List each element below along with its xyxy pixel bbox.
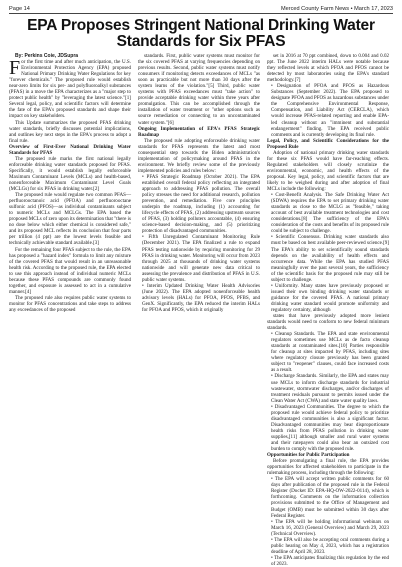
paragraph: The proposed rule adopting enforceable drinking water standards for PFAS represents the latest and most consequential step towards the Biden administration's implementation of policymaking around PFAS in the environment. We briefly review some of the previously implemented policies and rules below:: [138, 137, 260, 174]
section-subhead: Overview of First-Ever National Drinking Water Standards for PFAS: [9, 143, 131, 156]
paragraph: Adoption of national primary drinking water standards for these six PFAS would have far-reaching effects. Regulated stakeholders will closely scrutinize the environmental, economic, and health effects of the proposal. Key legal, policy, and scientific factors that are likely to be weighed during and after adoption of final MCLs include the following:: [267, 149, 389, 193]
bullet-paragraph: • The EPA will accept written public comments for 60 days after publication of the proposed rule in the Federal Register (Docket ID: EPA-HQ-OW-2022-0114), which is forthcoming. Comments on the information collection provisions submitted to the Office of Management and Budget (OMB) must be submitted within 30 days after Federal Register.: [271, 476, 389, 519]
bullet-paragraph: • PFAS Strategic Roadmap (October 2021). The EPA established overall federal policy reflecting an integrated approach to addressing PFAS pollution. The overall policy stresses the need for additional research, pollution prevention, and remediation. Five core principles underpin the roadmap, including (1) accounting for lifecycle effects of PFAS, (2) addressing upstream sources of PFAS, (3) holding polluters accountable, (4) ensuring science-based decision-making, and (5) prioritizing protection of disadvantaged communities.: [142, 173, 260, 235]
section-subhead: Ongoing Implementation of EPA's PFAS Strategic Roadmap: [138, 125, 260, 138]
paragraph: The proposed rule marks the first national legally enforceable drinking water standards proposed for PFAS. Specifically, it would establish legally enforceable Maximum Contaminant Levels (MCLs) and health-based, nonenforceable Maximum Contaminant Level Goals (MCLGs) for six PFAS in drinking water.[2]: [9, 155, 131, 193]
bullet-paragraph: • Disadvantaged Communities. The degree to which the proposed rule would achieve federal policy to prioritize disadvantaged communities is also a significant factor. Disadvantaged communities may bear disproportionate health risks from PFAS pollution in drinking water supplies,[11] although smaller and rural water systems and their ratepayers could also bear an outsized cost burden to comply with the proposed rule.: [271, 403, 389, 453]
paragraph: The proposed rule also requires public water systems to monitor for PFAS concentrations and take steps to address any exceedances of the proposed: [9, 294, 131, 313]
bullet-paragraph: • The EPA will be holding informational webinars on March 16, 2023 (General Overview) and March 29, 2023 (Technical Overview).: [271, 518, 389, 537]
paragraph: For the remaining four PFAS subject to the rule, the EPA has proposed a "hazard index" formula to limit any mixture of the covered PFAS that would result in an unreasonable health risk. According to the proposed rule, the EPA elected to use this approach instead of individual numeric MCLs because these PFAS compounds are commonly found together, and exposure is assessed to act in a cumulative manner.[4]: [9, 246, 131, 295]
article-body: [9, 53, 393, 567]
paragraph: standards. First, public water systems must monitor for the six covered PFAS at varying frequencies depending on previous results. Second, public water systems must notify consumers if monitoring detects exceedances of MCLs "as soon as practicable but not more than 30 days after the system learns of the violation."[5] Third, public water systems with PFAS exceedances must "take action" to provide acceptable drinking water within three years after promulgation. This can be accomplished through the installation of water treatment or "other options such as source remediation or connecting to an uncontaminated water system."[6]: [138, 53, 260, 126]
bullet-paragraph: • Uniformity. Many states have previously proposed or issued their own binding drinking water standards or guidance for the covered PFAS. A national primary drinking water standard would promote uniformity and regulatory certainty, although: [271, 282, 389, 313]
bullet-paragraph: • Scientific Consensus. Drinking water standards also must be based on best available peer-reviewed science.[9] The EPA's ability to set scientifically sound standards depends on the availability of health effects and occurrence data. While the EPA has studied PFAS meaningfully over the past several years, the sufficiency of the scientific basis for the proposed rule may still be subject to challenge.: [271, 234, 389, 283]
paragraph: or the first time and after much anticipation, the U.S. Environmental Protection Agency (EPA) proposed National Primary Drinking Water Regulations for key "forever chemicals." The proposed rule would establish near-zero limits for six per- and polyfluoroalkyl substances (PFAS) in a move the EPA characterizes as a "major step to protect public health" by "leveraging the latest science."[1] Several legal, policy, and scientific factors will determine the fate of the EPA's proposed standards and shape their impact on key stakeholders.: [9, 59, 131, 120]
column-3: [267, 53, 389, 567]
paragraph: This Update summarizes the proposed PFAS drinking water standards, briefly discusses potential implications, and outlines key next steps in the EPA's process to adopt a final rule.: [9, 119, 131, 144]
masthead: [9, 4, 393, 14]
section-subhead: Opportunities for Public Participation: [267, 452, 350, 459]
paragraph: set in 2016 at 70 ppt combined, down to 0.004 and 0.02 ppt. The June 2022 interim HALs were notable because they reflected levels at which PFOA and PFOS cannot be detected by most laboratories using the EPA's standard methodology.[7]: [267, 53, 389, 84]
drop-cap: F: [9, 57, 21, 80]
section-subhead: Legal, Policy, and Scientific Considerations for the Proposed Rule: [267, 137, 389, 150]
bullet-paragraph: • The EPA anticipates finalizing this regulation by the end of 2023.: [271, 554, 389, 567]
paragraph: Before promulgating a final rule, the EPA provides opportunities for affected stakeholders to participate in the rulemaking process, including through the following:: [267, 458, 389, 477]
publication-info: Merced County Farm News • March 17, 2023: [280, 5, 393, 12]
bullet-paragraph: • Designation of PFOA and PFOS as Hazardous Substances (September 2022). The EPA proposed to designate PFOA and PFOS as hazardous substances under the Comprehensive Environmental Response, Compensation, and Liability Act (CERCLA), which would increase PFAS-related reporting and enable EPA-led cleanup without an "imminent and substantial endangerment" finding. The EPA received public comments and is currently developing its final rule.: [271, 83, 389, 138]
bullet-paragraph: • Cleanup Standards. The EPA and state environmental regulators sometimes use MCLs as de facto cleanup standards at contaminated sites.[10] Parties responsible for cleanup at sites impacted by PFAS, including sites where regulatory closure previously has been granted subject to "reopener" clauses, could face increased costs as a result.: [271, 331, 389, 374]
article-headline: EPA Proposes Stringent National Drinking Water Standards for Six PFAS: [27, 17, 375, 50]
paragraph: The proposed rule would regulate two common PFAS—perfluorooctanoic acid (PFOA) and perfluorooctane sulfonic acid (PFOS)—as individual contaminants subject to numeric MCLs and MCLGs. The EPA based the proposed MCLs of zero upon its determination that "there is no dose below which either chemical is considered safe," and its proposed MCL reflects its conclusion that four parts per trillion (4 ppt) are the lowest levels feasible and technically achievable standard available.[3]: [9, 192, 131, 247]
bullet-paragraph: • Fifth Unregulated Contaminant Monitoring Rule (December 2021). The EPA finalized a rule to expand PFAS testing nationwide by requiring monitoring for 29 PFAS in drinking water. Monitoring will occur from 2023 through 2025 at thousands of drinking water systems nationwide and will generate new data critical to assessing the prevalence and distribution of PFAS in U.S. public water systems.: [142, 234, 260, 283]
publication-date: March 17, 2023: [354, 5, 393, 12]
bullet-paragraph: • The EPA will also be accepting oral comments during a public hearing on May 4, 2023, which has a registration deadline of April 28, 2023.: [271, 536, 389, 555]
bullet-paragraph: • Interim Updated Drinking Water Health Advisories (June 2022). The EPA adopted nonenforceable health advisory levels (HALs) for PFOA, PFOS, PFBS, and GenX. Significantly, the EPA reduced the interim HALs for PFOA and PFOS, which it originally: [142, 282, 260, 313]
column-1: [9, 53, 131, 567]
column-2: [138, 53, 260, 567]
paragraph: states that have previously adopted more lenient standards would need to conform to new federal minimum standards.: [267, 313, 389, 332]
bullet-paragraph: • Cost-Benefit Analysis. The Safe Drinking Water Act (SDWA) requires the EPA to set primary drinking water standards as close to the MCLG as "feasible," taking account of best available treatment technologies and cost considerations.[8] The sufficiency of the EPA's consideration of the costs and benefits of its proposed rule could be subject to challenge.: [271, 192, 389, 235]
bullet-paragraph: • Discharge Standards. Similarly, the EPA and states may use MCLs to inform discharge standards for industrial wastewater, stormwater discharges, and/or discharges of treatment residuals pursuant to permits issued under the Clean Water Act (CWA) and state water quality laws.: [271, 373, 389, 404]
publication-name: Merced County Farm News: [280, 5, 350, 12]
byline: By: Perkins Coie, JDSupra: [15, 53, 79, 59]
page-number: Page 14: [9, 5, 30, 12]
